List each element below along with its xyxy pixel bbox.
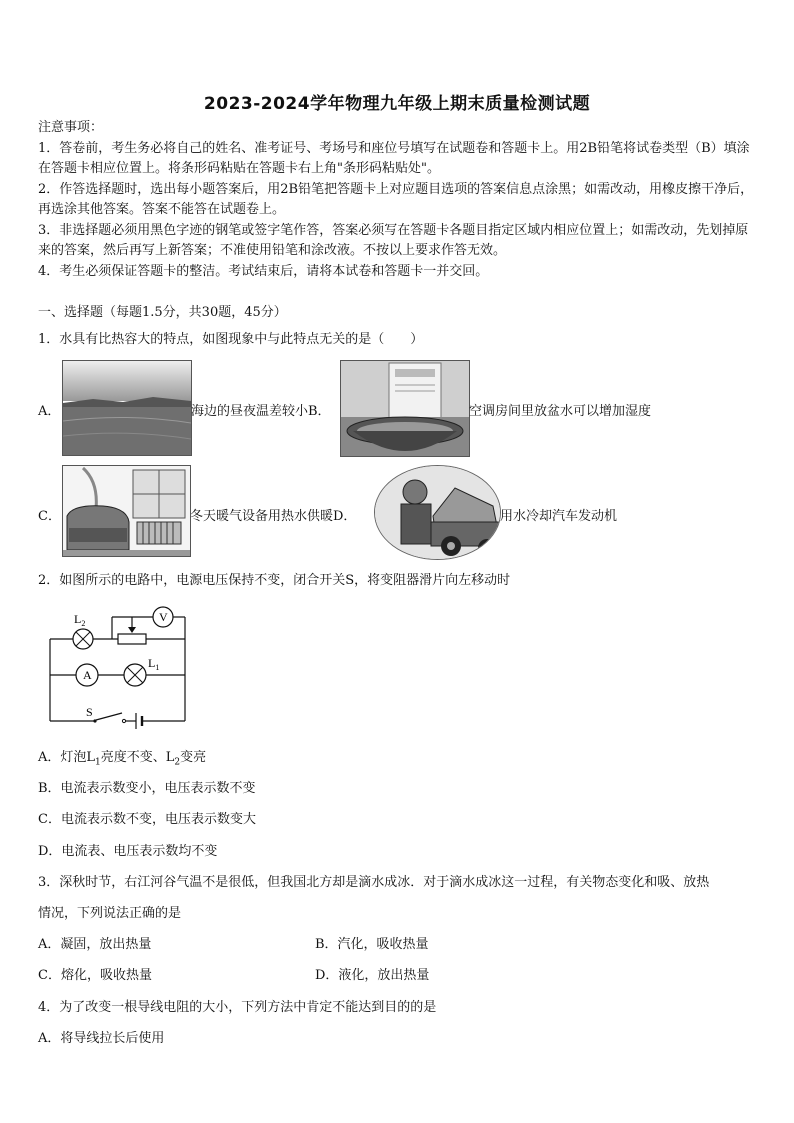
q4-option-a: A．将导线拉长后使用	[38, 1031, 165, 1046]
question-4-stem: 4．为了改变一根导线电阻的大小，下列方法中肯定不能达到目的的是	[38, 1000, 437, 1015]
notice-item: 1．答卷前，考生务必将自己的姓名、准考证号、考场号和座位号填写在试题卷和答题卡上。用2B铅笔将试卷类型（B）填涂在答题卡相应位置上。将条形码粘贴在答题卡右上角"条形码粘贴处"。	[38, 140, 750, 176]
q1-option-c-label: C．	[38, 509, 61, 524]
q1-option-b-text: 空调房间里放盆水可以增加湿度	[469, 404, 652, 419]
circuit-diagram	[46, 603, 196, 729]
q2-option-c: C．电流表示数不变，电压表示数变大	[38, 812, 256, 827]
q3-option-c: C．熔化，吸收热量	[38, 968, 152, 983]
section-heading: 一、选择题（每题1.5分，共30题，45分）	[38, 305, 287, 320]
q1-option-a-label: A．	[38, 404, 61, 419]
car-engine-photo	[374, 465, 501, 560]
q2-option-a: A．灯泡$L_1$亮度不变、$L_2$变亮	[38, 750, 207, 768]
label-switch: S	[86, 705, 93, 719]
label-ammeter: A	[83, 668, 92, 682]
notice-block	[38, 118, 760, 282]
air-conditioner-basin-photo	[340, 360, 470, 457]
notice-item: 3．非选择题必须用黑色字迹的钢笔或签字笔作答，答案必须写在答题卡各题目指定区域内相应位置上；如需改动，先划掉原来的答案，然后再写上新答案；不准使用铅笔和涂改液。不按以上要求作答无效。	[38, 222, 749, 258]
question-3-stem: 3．深秋时节，右江河谷气温不是很低，但我国北方却是滴水成冰．对于滴水成冰这一过程，有关物态变化和吸、放热	[38, 875, 710, 890]
q1-option-a-text: 海边的昼夜温差较小B．	[191, 404, 331, 419]
q1-option-c-text: 冬天暖气设备用热水供暖D．	[190, 509, 357, 524]
q1-option-d-text: 用水冷却汽车发动机	[500, 509, 618, 524]
label-lamp-l1: $L_1$	[148, 656, 160, 672]
q3-option-b: B．汽化，吸收热量	[315, 937, 429, 952]
q2-option-b: B．电流表示数变小，电压表示数不变	[38, 781, 256, 796]
label-lamp-l2: $L_2$	[74, 612, 86, 628]
q3-option-a: A．凝固，放出热量	[38, 937, 152, 952]
notice-item: 4．考生必须保证答题卡的整洁。考试结束后，请将本试卷和答题卡一并交回。	[38, 263, 489, 279]
question-3-stem-cont: 情况，下列说法正确的是	[38, 906, 182, 921]
page-title: 2023-2024学年物理九年级上期末质量检测试题	[203, 94, 591, 114]
q3-option-d: D．液化，放出热量	[315, 968, 430, 983]
label-voltmeter: V	[159, 610, 168, 624]
heating-room-photo	[62, 465, 191, 557]
notice-heading: 注意事项：	[38, 120, 104, 135]
seaside-photo	[62, 360, 192, 456]
notice-item: 2．作答选择题时，选出每小题答案后，用2B铅笔把答题卡上对应题目选项的答案信息点涂黑；如需改动，用橡皮擦干净后，再选涂其他答案。答案不能答在试题卷上。	[38, 181, 754, 217]
question-1-stem: 1．水具有比热容大的特点，如图现象中与此特点无关的是（ ）	[38, 332, 424, 347]
question-2-stem: 2．如图所示的电路中，电源电压保持不变，闭合开关S，将变阻器滑片向左移动时	[38, 573, 511, 588]
q2-option-d: D．电流表、电压表示数均不变	[38, 844, 218, 859]
